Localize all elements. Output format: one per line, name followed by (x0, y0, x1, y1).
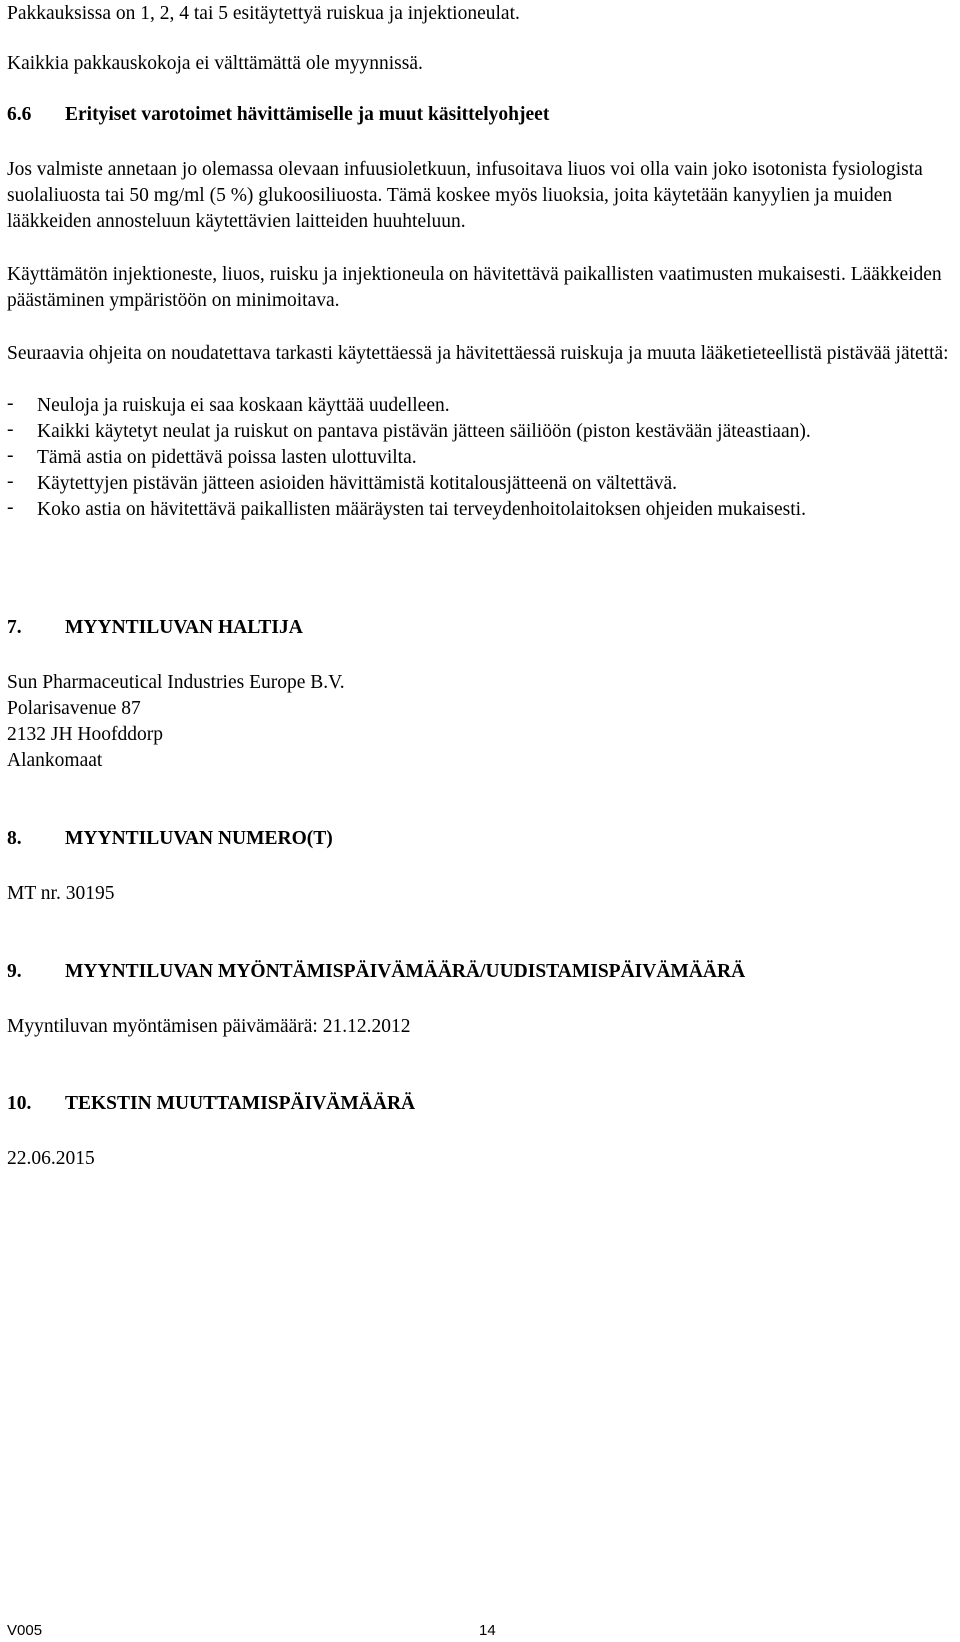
section-number: 10. (7, 1093, 32, 1114)
page-number: 14 (479, 1622, 496, 1639)
revision-date: 22.06.2015 (7, 1148, 95, 1169)
section-6-6-heading (7, 104, 955, 126)
section-10-heading (7, 1093, 955, 1115)
version-label: V005 (7, 1622, 43, 1639)
list-item: - Käytettyjen pistävän jätteen asioiden hävittämistä kotitalousjätteenä on vältettävä. (7, 471, 678, 494)
list-item: - Tämä astia on pidettävä poissa lasten ulottuvilta. (7, 445, 417, 468)
instructions-paragraph: Seuraavia ohjeita on noudatettava tarkasti käytettäessä ja hävitettäessä ruiskuja ja muuta lääketieteellistä pistävää jätettä: (7, 343, 949, 364)
pack-sizes-text: Pakkauksissa on 1, 2, 4 tai 5 esitäytettyä ruiskua ja injektioneulat. (7, 3, 520, 24)
section-number: 6.6 (7, 104, 32, 125)
section-title: MYYNTILUVAN MYÖNTÄMISPÄIVÄMÄÄRÄ/UUDISTAMISPÄIVÄMÄÄRÄ (65, 961, 746, 982)
list-item: - Koko astia on hävitettävä paikallisten määräysten tai terveydenhoitolaitoksen ohjeiden mukaisesti. (7, 497, 806, 520)
holder-address: Sun Pharmaceutical Industries Europe B.V. Polarisavenue 87 2132 JH Hoofddorp Alankomaat (7, 672, 345, 771)
section-title: Erityiset varotoimet hävittämiselle ja muut käsittelyohjeet (65, 104, 550, 125)
list-item: - Neuloja ja ruiskuja ei saa koskaan käyttää uudelleen. (7, 393, 450, 416)
authorisation-date: Myyntiluvan myöntämisen päivämäärä: 21.12.2012 (7, 1016, 411, 1037)
section-title: MYYNTILUVAN NUMERO(T) (65, 828, 333, 849)
section-title: TEKSTIN MUUTTAMISPÄIVÄMÄÄRÄ (65, 1093, 416, 1114)
section-9-heading (7, 961, 955, 983)
authorisation-number: MT nr. 30195 (7, 883, 115, 904)
instructions-list (7, 393, 955, 523)
section-number: 9. (7, 961, 22, 982)
availability-text: Kaikkia pakkauskokoja ei välttämättä ole myynnissä. (7, 53, 423, 74)
section-8-heading (7, 828, 955, 850)
section-title: MYYNTILUVAN HALTIJA (65, 617, 303, 638)
list-item: - Kaikki käytetyt neulat ja ruiskut on pantava pistävän jätteen säiliöön (piston kestävään jäteastiaan). (7, 419, 811, 442)
section-number: 8. (7, 828, 22, 849)
section-number: 7. (7, 617, 22, 638)
section-7-heading (7, 617, 955, 639)
infusion-paragraph: Jos valmiste annetaan jo olemassa olevaan infuusioletkuun, infusoitava liuos voi olla vain joko isotonista fysiologista suolaliuosta tai 50 mg/ml (5 %) glukoosiliuosta. Tämä koskee myös liuoksia, joita käytetään kanyylien ja muiden lääkkeiden annosteluun käytettävien laitteiden huuhteluun. (7, 159, 923, 232)
disposal-paragraph: Käyttämätön injektioneste, liuos, ruisku ja injektioneula on hävitettävä paikallisten vaatimusten mukaisesti. Lääkkeiden päästäminen ympäristöön on minimoitava. (7, 264, 942, 311)
